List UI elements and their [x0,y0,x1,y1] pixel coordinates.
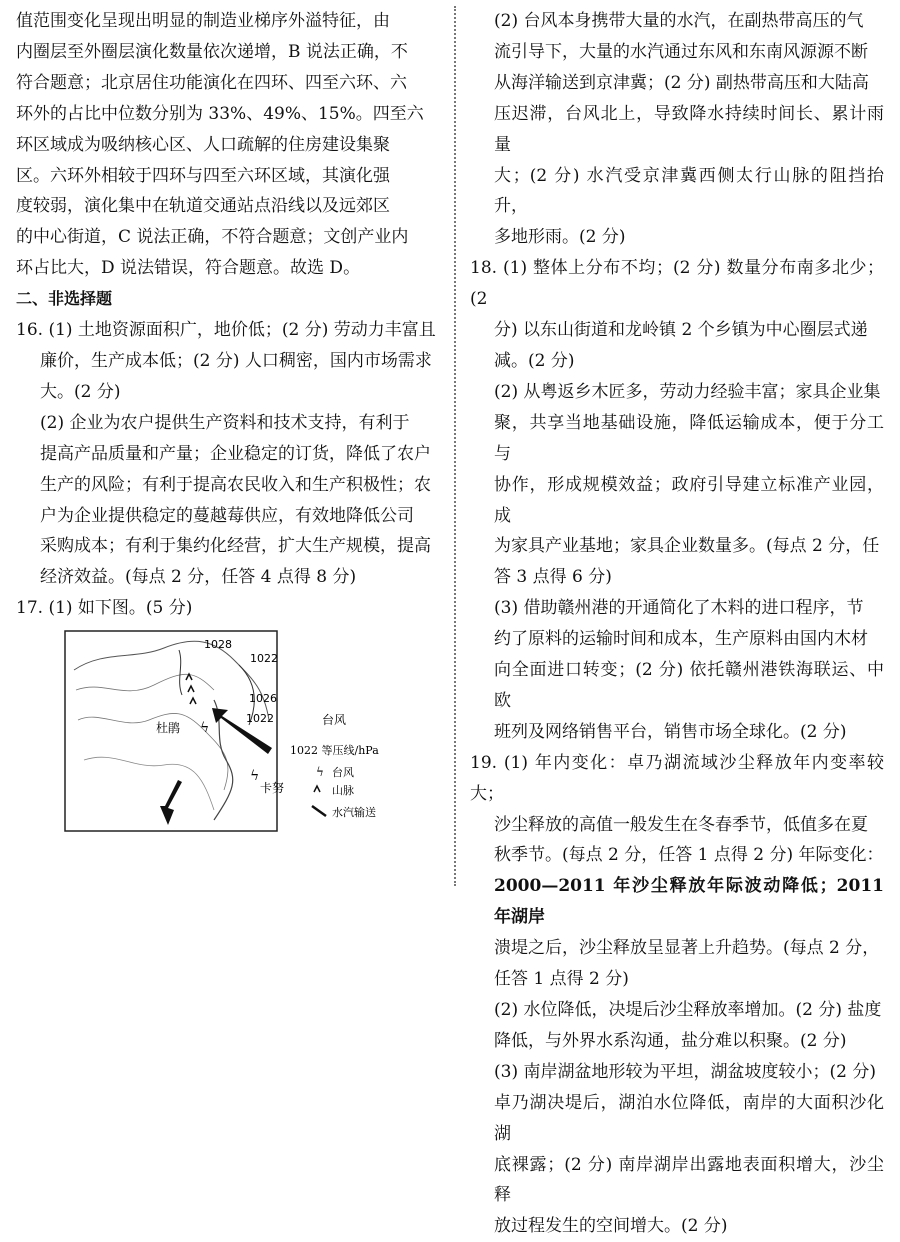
q19-line: 秋季节。(每点 2 分，任答 1 点得 2 分) 年际变化： [494,845,884,866]
q16-line: 户为企业提供稳定的蔓越莓供应，有效地降低公司 [40,505,414,526]
q18-line: 答 3 点得 6 分) [494,567,612,588]
legend-typhoon: 台风 [332,766,354,780]
q19-line: 任答 1 点得 2 分) [494,969,629,990]
intro-line: 值范围变化呈现出明显的制造业梯序外溢特征，由 [16,11,390,31]
q16-line: 采购成本；有利于集约化经营，扩大生产规模，提高 [40,536,431,557]
q17-2-line: 压迟滞，台风北上，导致降水持续时间长、累计雨量 [494,103,884,155]
isobar-label: 1022 [246,712,274,726]
intro-line: 环外的占比中位数分别为 33%、49%、15%。四至六 [16,103,424,124]
right-column [470,6,884,1242]
q19-line: 卓乃湖决堤后，湖泊水位降低，南岸的大面积沙化湖 [494,1092,884,1144]
isobar-label: 1028 [204,638,232,652]
isobar-label: 1026 [249,692,277,706]
weather-map-figure [16,630,444,842]
legend-typhoon-icon: ϟ [316,765,324,780]
q18-line: 18. (1) 整体上分布不均；(2 分) 数量分布南多北少；(2 [470,258,884,310]
q17-2-line: 流引导下，大量的水汽通过东风和东南风源源不断 [494,41,868,62]
intro-line: 符合题意；北京居住功能演化在四环、四至六环、六 [16,72,407,93]
q17-2-line: (2) 台风本身携带大量的水汽，在副热带高压的气 [494,11,864,31]
q18-line: (3) 借助赣州港的开通简化了木料的进口程序，节 [494,598,864,619]
q16-line: 廉价，生产成本低；(2 分) 人口稠密，国内市场需求 [40,350,432,371]
q19-line: 底裸露；(2 分) 南岸湖岸出露地表面积增大，沙尘释 [494,1154,884,1206]
weather-map [64,630,394,840]
q18-line: 向全面进口转变；(2 分) 依托赣州港铁海联运、中欧 [494,660,884,711]
q16-line: 16. (1) 土地资源面积广，地价低；(2 分) 劳动力丰富且 [16,320,436,341]
q18-line: (2) 从粤返乡木匠多，劳动力经验丰富；家具企业集 [494,381,881,402]
legend-mountain: 山脉 [332,784,354,798]
q19-line: 溃堤之后，沙尘释放呈显著上升趋势。(每点 2 分， [494,938,880,959]
q16-line: 提高产品质量和产量；企业稳定的订货，降低了农户 [40,443,431,464]
q18-line: 减。(2 分) [494,350,575,371]
left-column [16,6,444,842]
q17-2-line: 大；(2 分) 水汽受京津冀西侧太行山脉的阻挡抬升， [494,165,884,217]
q19-line: 19. (1) 年内变化：卓乃湖流域沙尘释放年内变率较大； [470,752,884,804]
legend-isobar: 1022 等压线/hPa [290,744,379,758]
isobar-label: 1022 [250,652,278,666]
q16-line: 经济效益。(每点 2 分，任答 4 点得 8 分) [40,567,357,588]
q18-line: 为家具产业基地；家具企业数量多。(每点 2 分，任 [494,536,880,557]
typhoon-label-dujuan: 杜鹃 [156,721,181,736]
q19-line: 2000—2011 年沙尘释放年际波动降低；2011 年湖岸 [494,876,884,928]
legend-vapor: 水汽输送 [332,806,376,820]
typhoon-icon: ϟ [200,720,210,737]
q19-line: (2) 水位降低，决堤后沙尘释放率增加。(2 分) 盐度 [494,1000,882,1020]
q16-line: 大。(2 分) [40,381,121,402]
intro-line: 环占比大，D 说法错误，符合题意。故选 D。 [16,258,361,279]
q19-line: 放过程发生的空间增大。(2 分) [494,1216,728,1237]
intro-line: 内圈层至外圈层演化数量依次递增，B 说法正确，不 [16,41,408,62]
q16-line: (2) 企业为农户提供生产资料和技术支持，有利于 [40,412,410,433]
section-title: 二、非选择题 [16,289,113,309]
q19-line: 沙尘释放的高值一般发生在冬春季节，低值多在夏 [494,814,868,835]
q17-2-line: 多地形雨。(2 分) [494,227,626,248]
q18-line: 约了原料的运输时间和成本，生产原料由国内木材 [494,629,868,650]
q18-line: 班列及网络销售平台，销售市场全球化。(2 分) [494,721,847,742]
q19-line: (3) 南岸湖盆地形较为平坦，湖盆坡度较小；(2 分) [494,1061,876,1082]
q17-2-line: 从海洋输送到京津冀；(2 分) 副热带高压和大陆高 [494,72,869,93]
typhoon-label-kanu: 卡努 [260,781,285,796]
typhoon-icon: ϟ [250,768,260,785]
intro-line: 环区域成为吸纳核心区、人口疏解的住房建设集聚 [16,134,390,155]
legend-title: 台风 [322,713,347,728]
intro-line: 的中心街道，C 说法正确，不符合题意；文创产业内 [16,227,409,248]
q16-line: 生产的风险；有利于提高农民收入和生产积极性；农 [40,474,431,495]
column-divider [454,6,456,886]
legend-vapor-icon [312,806,326,816]
intro-line: 度较弱，演化集中在轨道交通站点沿线以及远郊区 [16,196,390,217]
intro-line: 区。六环外相较于四环与四至六环区域，其演化强 [16,165,390,186]
q18-line: 分) 以东山街道和龙岭镇 2 个乡镇为中心圈层式递 [494,320,868,341]
legend-mountain-icon [314,786,320,792]
q19-line: 降低，与外界水系沟通，盐分难以积聚。(2 分) [494,1030,847,1051]
q17-heading: 17. (1) 如下图。(5 分) [16,598,193,619]
q18-line: 协作，形成规模效益；政府引导建立标准产业园，成 [494,474,884,526]
q18-line: 聚，共享当地基础设施，降低运输成本，便于分工与 [494,412,884,464]
